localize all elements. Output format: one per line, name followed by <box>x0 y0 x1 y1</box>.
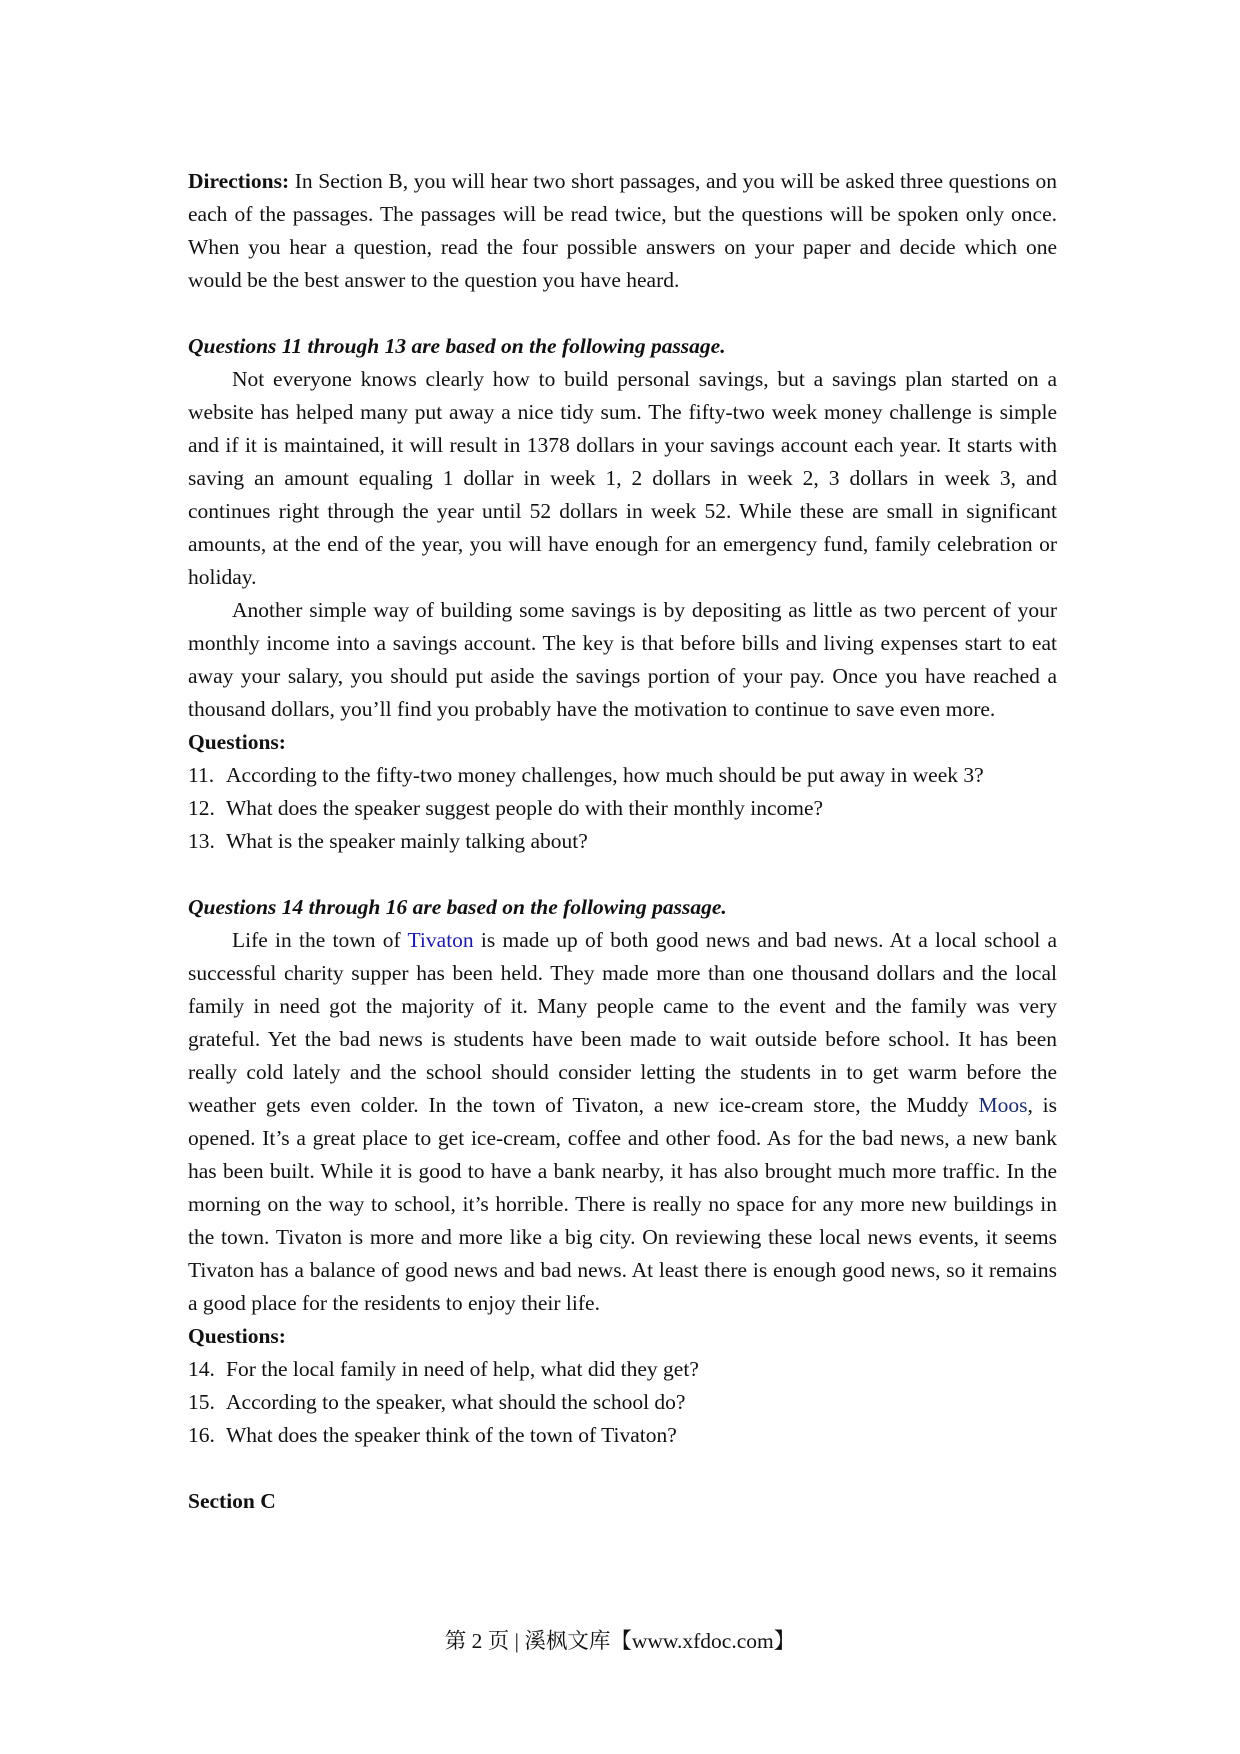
directions-label: Directions: <box>188 169 290 193</box>
question-text: What does the speaker suggest people do with their monthly income? <box>226 796 824 820</box>
question-text: According to the fifty-two money challenges, how much should be put away in week 3? <box>226 763 984 787</box>
question-number: 14. <box>188 1357 215 1381</box>
passage2-text-c: , is opened. It’s a great place to get ice-cream, coffee and other food. As for the bad news, a new bank has been built. While it is good to have a bank nearby, it has also brought much more traffic. In the morning on the way to school, it’s horrible. There is really no space for any more new buildings in the town. Tivaton is more and more like a big city. On reviewing these local news events, it seems Tivaton has a balance of good news and bad news. At least there is enough good news, so it remains a good place for the residents to enjoy their life. <box>188 1093 1057 1315</box>
question-11 <box>188 759 1057 792</box>
question-number: 16. <box>188 1423 215 1447</box>
question-number: 11. <box>188 763 215 787</box>
question-number: 12. <box>188 796 215 820</box>
passage1-questions-label: Questions: <box>188 730 286 754</box>
question-16 <box>188 1419 1057 1452</box>
question-12 <box>188 792 1057 825</box>
passage1-heading: Questions 11 through 13 are based on the following passage. <box>188 334 726 358</box>
document-body <box>188 165 1057 1518</box>
directions-paragraph <box>188 165 1057 297</box>
question-13 <box>188 825 1057 858</box>
passage2-text-a: Life in the town of <box>232 928 408 952</box>
town-name-highlight: Tivaton <box>407 928 474 952</box>
spacer <box>188 1452 1057 1485</box>
section-c-heading: Section C <box>188 1489 276 1513</box>
passage1-paragraph-2: Another simple way of building some savings is by depositing as little as two percent of your monthly income into a savings account. The key is that before bills and living expenses start to eat away your salary, you should put aside the savings portion of your pay. Once you have reached a thousand dollars, you’ll find you probably have the motivation to continue to save even more. <box>188 598 1057 721</box>
store-name-highlight: Moos <box>978 1093 1028 1117</box>
question-14 <box>188 1353 1057 1386</box>
passage1-paragraph-1: Not everyone knows clearly how to build personal savings, but a savings plan started on a website has helped many put away a nice tidy sum. The fifty-two week money challenge is simple and if it is maintained, it will result in 1378 dollars in your savings account each year. It starts with saving an amount equaling 1 dollar in week 1, 2 dollars in week 2, 3 dollars in week 3, and continues right through the year until 52 dollars in week 52. While these are small in significant amounts, at the end of the year, you will have enough for an emergency fund, family celebration or holiday. <box>188 367 1057 589</box>
question-15 <box>188 1386 1057 1419</box>
question-text: What does the speaker think of the town of Tivaton? <box>226 1423 677 1447</box>
directions-text: In Section B, you will hear two short passages, and you will be asked three questions on each of the passages. The passages will be read twice, but the questions will be spoken only once. When you hear a question, read the four possible answers on your paper and decide which one would be the best answer to the question you have heard. <box>188 169 1057 292</box>
question-text: What is the speaker mainly talking about? <box>226 829 588 853</box>
spacer <box>188 297 1057 330</box>
passage2-paragraph <box>188 924 1057 1320</box>
question-text: According to the speaker, what should the school do? <box>226 1390 686 1414</box>
passage2-text-b: is made up of both good news and bad news. At a local school a successful charity supper has been held. They made more than one thousand dollars and the local family in need got the majority of it. Many people came to the event and the family was very grateful. Yet the bad news is students have been made to wait outside before school. It has been really cold lately and the school should consider letting the students in to get warm before the weather gets even colder. In the town of Tivaton, a new ice-cream store, the Muddy <box>188 928 1057 1117</box>
passage2-questions-label: Questions: <box>188 1324 286 1348</box>
passage2-heading: Questions 14 through 16 are based on the following passage. <box>188 895 727 919</box>
question-number: 15. <box>188 1390 215 1414</box>
page-footer: 第 2 页 | 溪枫文库【www.xfdoc.com】 <box>444 1629 796 1653</box>
question-text: For the local family in need of help, what did they get? <box>226 1357 699 1381</box>
question-number: 13. <box>188 829 215 853</box>
spacer <box>188 858 1057 891</box>
